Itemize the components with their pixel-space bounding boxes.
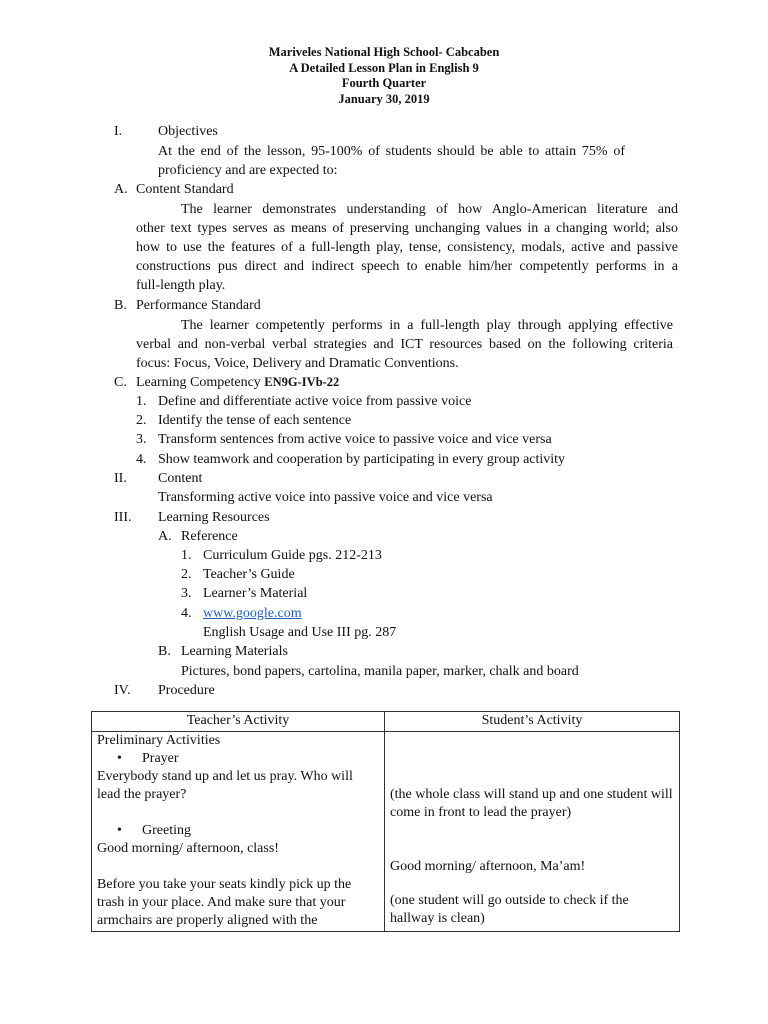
objectives-text-line: At the end of the lesson, 95-100% of students should be able to attain 75% of xyxy=(158,144,625,159)
quarter: Fourth Quarter xyxy=(341,76,427,90)
table-header-row xyxy=(92,712,680,732)
student-activity-cell xyxy=(385,732,680,932)
learning-competency-heading xyxy=(136,373,339,392)
prayer-label: • Prayer xyxy=(97,750,379,768)
procedure-number: IV. xyxy=(114,683,131,698)
reference-item-number: 4. xyxy=(181,606,192,621)
content-standard-letter: A. xyxy=(114,182,128,197)
greeting-response: Good morning/ afternoon, Ma’am! xyxy=(390,859,586,874)
objectives-text-line: proficiency and are expected to: xyxy=(158,163,338,178)
reference-extra: English Usage and Use III pg. 287 xyxy=(203,625,397,640)
content-standard-line: constructions pus direct and indirect speech to enable him/her competently performs in a xyxy=(136,259,678,274)
reference-item: Teacher’s Guide xyxy=(203,567,295,582)
plan-title: A Detailed Lesson Plan in English 9 xyxy=(289,60,479,75)
greeting-text: Good morning/ afternoon, class! xyxy=(97,841,279,856)
materials-heading: Learning Materials xyxy=(181,644,288,659)
content-standard-heading: Content Standard xyxy=(136,182,234,197)
competency-code: EN9G-IVb-22 xyxy=(264,375,340,389)
reference-item-number: 1. xyxy=(181,548,192,563)
competency-item: Define and differentiate active voice from passive voice xyxy=(158,394,472,409)
content-standard-line: The learner demonstrates understanding of how Anglo-American literature and xyxy=(181,202,678,217)
competency-item-number: 3. xyxy=(136,432,147,447)
prayer-text: Everybody stand up and let us pray. Who will lead the prayer? xyxy=(97,769,353,802)
content-heading: Content xyxy=(158,471,203,486)
content-text: Transforming active voice into passive voice and vice versa xyxy=(158,490,493,505)
competency-item-number: 4. xyxy=(136,452,147,467)
resources-heading: Learning Resources xyxy=(158,510,270,525)
materials-text: Pictures, bond papers, cartolina, manila paper, marker, chalk and board xyxy=(181,664,579,679)
content-number: II. xyxy=(114,471,127,486)
performance-standard-line: focus: Focus, Voice, Delivery and Dramatic Conventions. xyxy=(136,356,459,371)
reference-heading: Reference xyxy=(181,529,238,544)
learning-competency-label: Learning Competency xyxy=(136,375,261,390)
teacher-activity-cell xyxy=(92,732,385,932)
content-standard-line: how to use the features of a full-length play, tense, consistency, modals, active and passive xyxy=(136,240,678,255)
competency-item-number: 2. xyxy=(136,413,147,428)
competency-item: Identify the tense of each sentence xyxy=(158,413,352,428)
content-standard-line: full-length play. xyxy=(136,278,226,293)
table-row xyxy=(92,732,680,932)
competency-item-number: 1. xyxy=(136,394,147,409)
seats-response: (one student will go outside to check if the hallway is clean) xyxy=(390,893,629,926)
seats-text: Before you take your seats kindly pick up the trash in your place. And make sure that your armchairs are properly aligned with the xyxy=(97,877,352,928)
competency-item: Show teamwork and cooperation by participating in every group activity xyxy=(158,452,566,467)
performance-standard-letter: B. xyxy=(114,298,127,313)
content-standard-line: other text types serves as means of preserving unchanging values in a changing world; also xyxy=(136,221,678,236)
school-name: Mariveles National High School- Cabcaben xyxy=(268,45,500,59)
resources-number: III. xyxy=(114,510,132,525)
google-link[interactable]: www.google.com xyxy=(203,606,302,621)
performance-standard-line: verbal and non-verbal verbal strategies and ICT resources based on the following criteria xyxy=(136,337,673,352)
activity-table xyxy=(91,711,680,932)
teacher-activity-header: Teacher’s Activity xyxy=(92,712,385,732)
greeting-label: • Greeting xyxy=(97,822,379,840)
performance-standard-line: The learner competently performs in a full-length play through applying effective xyxy=(181,318,673,333)
student-activity-header: Student’s Activity xyxy=(385,712,680,732)
materials-letter: B. xyxy=(158,644,171,659)
reference-item xyxy=(203,604,302,623)
reference-letter: A. xyxy=(158,529,172,544)
plan-date: January 30, 2019 xyxy=(338,91,430,106)
reference-item-number: 3. xyxy=(181,586,192,601)
reference-item: Curriculum Guide pgs. 212-213 xyxy=(203,548,382,563)
reference-item: Learner’s Material xyxy=(203,586,308,601)
learning-competency-letter: C. xyxy=(114,375,127,390)
competency-item: Transform sentences from active voice to passive voice and vice versa xyxy=(158,432,552,447)
objectives-heading: Objectives xyxy=(158,124,218,139)
prayer-response: (the whole class will stand up and one student will come in front to lead the prayer) xyxy=(390,787,673,820)
reference-item-number: 2. xyxy=(181,567,192,582)
objectives-number: I. xyxy=(114,124,123,139)
document-header xyxy=(0,45,768,107)
performance-standard-heading: Performance Standard xyxy=(136,298,261,313)
procedure-heading: Procedure xyxy=(158,683,215,698)
preliminary-label: Preliminary Activities xyxy=(97,733,221,748)
